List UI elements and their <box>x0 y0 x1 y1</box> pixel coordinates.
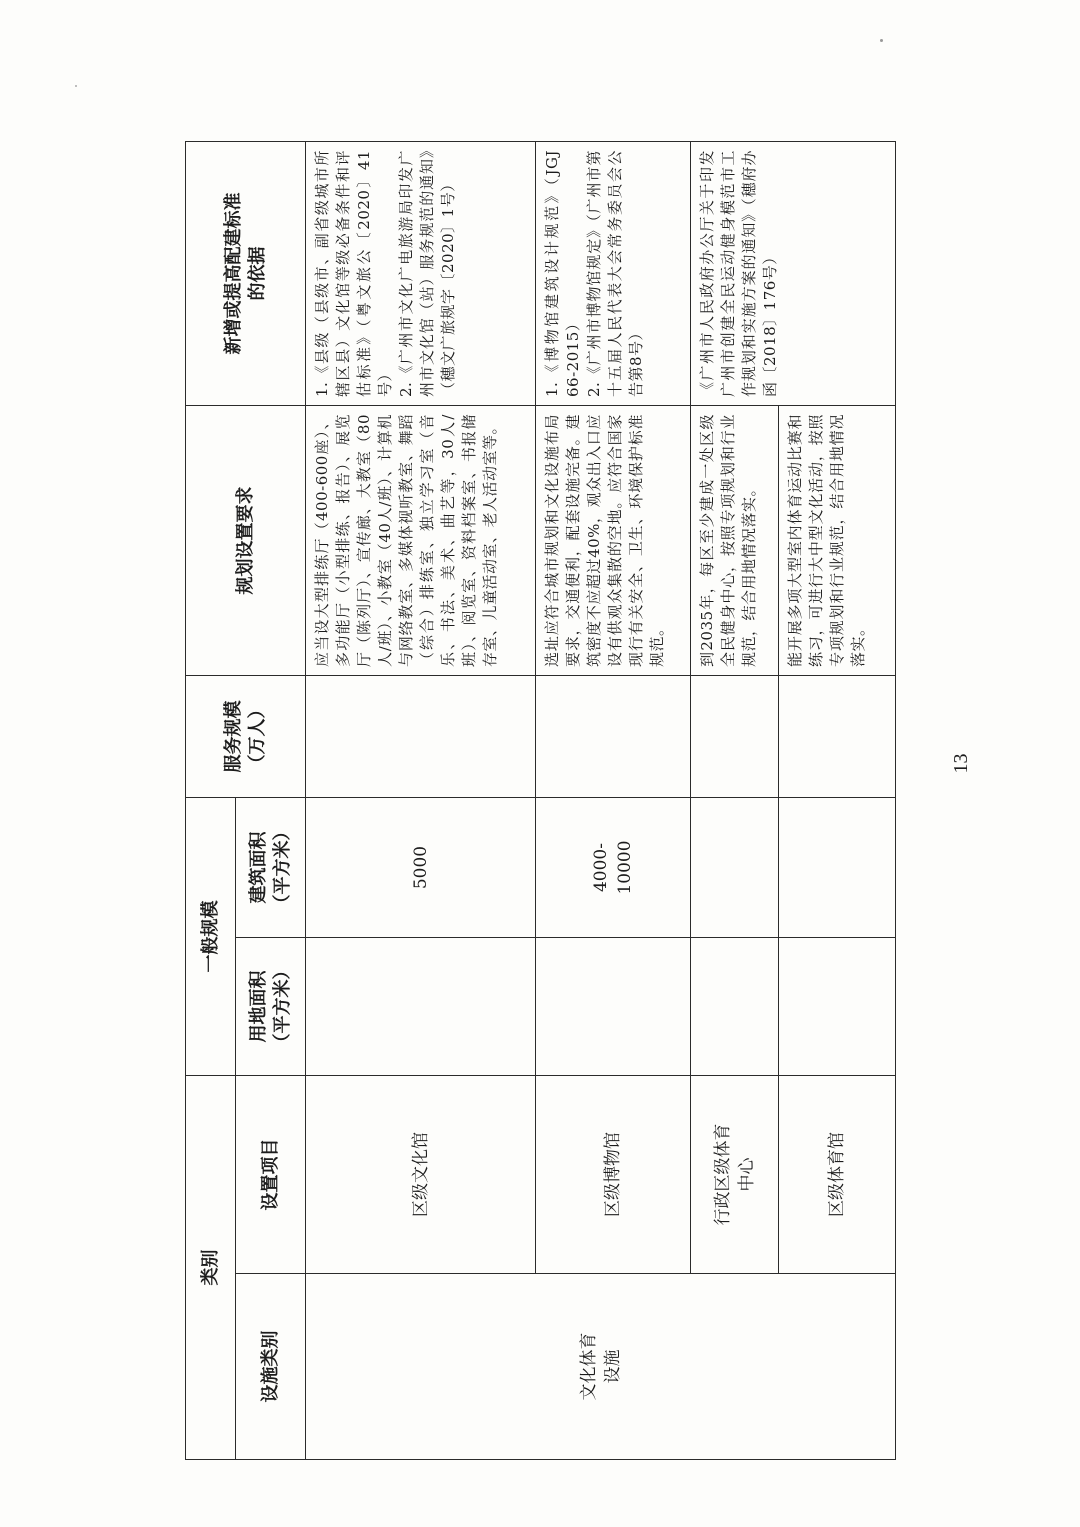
service-scale-cell <box>779 676 896 798</box>
service-scale-cell <box>306 676 536 798</box>
floor-area-header: 建筑面积 （平方米） <box>236 798 306 938</box>
service-scale-header: 服务规模 （万人） <box>186 676 306 798</box>
table-row <box>691 142 779 1460</box>
floor-area-cell: 5000 <box>306 798 536 938</box>
facility-type-header: 设施类别 <box>236 1274 306 1460</box>
land-area-cell <box>779 938 896 1076</box>
basis-cell: 1.《县级（县级市、副省级城市所辖区县）文化馆等级必备条件和评估标准》（粤文旅公〔2020〕41号） 2.《广州市文化广电旅游局印发广州市文化馆（站）服务规范的通知》（穗文广旅规字〔2020〕1号） <box>306 142 536 406</box>
scan-speck <box>880 39 883 42</box>
floor-area-cell <box>691 798 779 938</box>
land-area-cell <box>691 938 779 1076</box>
requirements-cell: 选址应符合城市规划和文化设施布局要求，交通便利，配套设施完备。建筑密度不应超过40%，观众出入口应设有供观众集散的空地。应符合国家现行有关安全、卫生、环境保护标准规范。 <box>536 406 691 676</box>
item-cell: 区级体育馆 <box>779 1076 896 1274</box>
basis-cell: 《广州市人民政府办公厅关于印发广州市创建全民运动健身模范市工作规划和实施方案的通知》（穗府办函〔2018〕176号） <box>691 142 896 406</box>
item-cell: 区级博物馆 <box>536 1076 691 1274</box>
scan-speck <box>75 85 77 87</box>
floor-area-cell <box>779 798 896 938</box>
table-row <box>536 142 691 1460</box>
item-cell: 行政区级体育 中心 <box>691 1076 779 1274</box>
header-row-1 <box>186 142 236 1460</box>
service-scale-cell <box>536 676 691 798</box>
table-row <box>306 142 536 1460</box>
category-group-header: 类别 <box>186 1076 236 1460</box>
scale-group-header: 一般规模 <box>186 798 236 1076</box>
requirements-cell: 到2035年，每区至少建成一处区级全民健身中心，按照专项规划和行业规范，结合用地情况落实。 <box>691 406 779 676</box>
basis-cell: 1.《博物馆建筑设计规范》（JGJ 66-2015） 2.《广州市博物馆规定》（广州市第十五届人民代表大会常务委员会公告第8号） <box>536 142 691 406</box>
basis-header: 新增或提高配建标准 的依据 <box>186 142 306 406</box>
item-header: 设置项目 <box>236 1076 306 1274</box>
land-area-cell <box>306 938 536 1076</box>
requirements-header: 规划设置要求 <box>186 406 306 676</box>
page-number: 13 <box>950 753 972 774</box>
item-cell: 区级文化馆 <box>306 1076 536 1274</box>
service-scale-cell <box>691 676 779 798</box>
facility-standards-table <box>185 141 896 1460</box>
land-area-header: 用地面积 （平方米） <box>236 938 306 1076</box>
floor-area-cell: 4000- 10000 <box>536 798 691 938</box>
land-area-cell <box>536 938 691 1076</box>
category-name-cell: 文化体育 设施 <box>306 1274 896 1460</box>
requirements-cell: 应当设大型排练厅（400-600座）、多功能厅（小型排练、报告）、展览厅（陈列厅）、宣传廊、大教室（80人/班）、小教室（40人/班）、计算机与网络教室、多媒体视听教室、舞蹈（综合）排练室、独立学习室（音乐、书法、美术、曲艺等，30人/班）、阅览室、资料档案室、书报储存室、儿童活动室、老人活动室等。 <box>306 406 536 676</box>
requirements-cell: 能开展多项大型室内体育运动比赛和练习，可进行大中型文化活动，按照专项规划和行业规范，结合用地情况落实。 <box>779 406 896 676</box>
